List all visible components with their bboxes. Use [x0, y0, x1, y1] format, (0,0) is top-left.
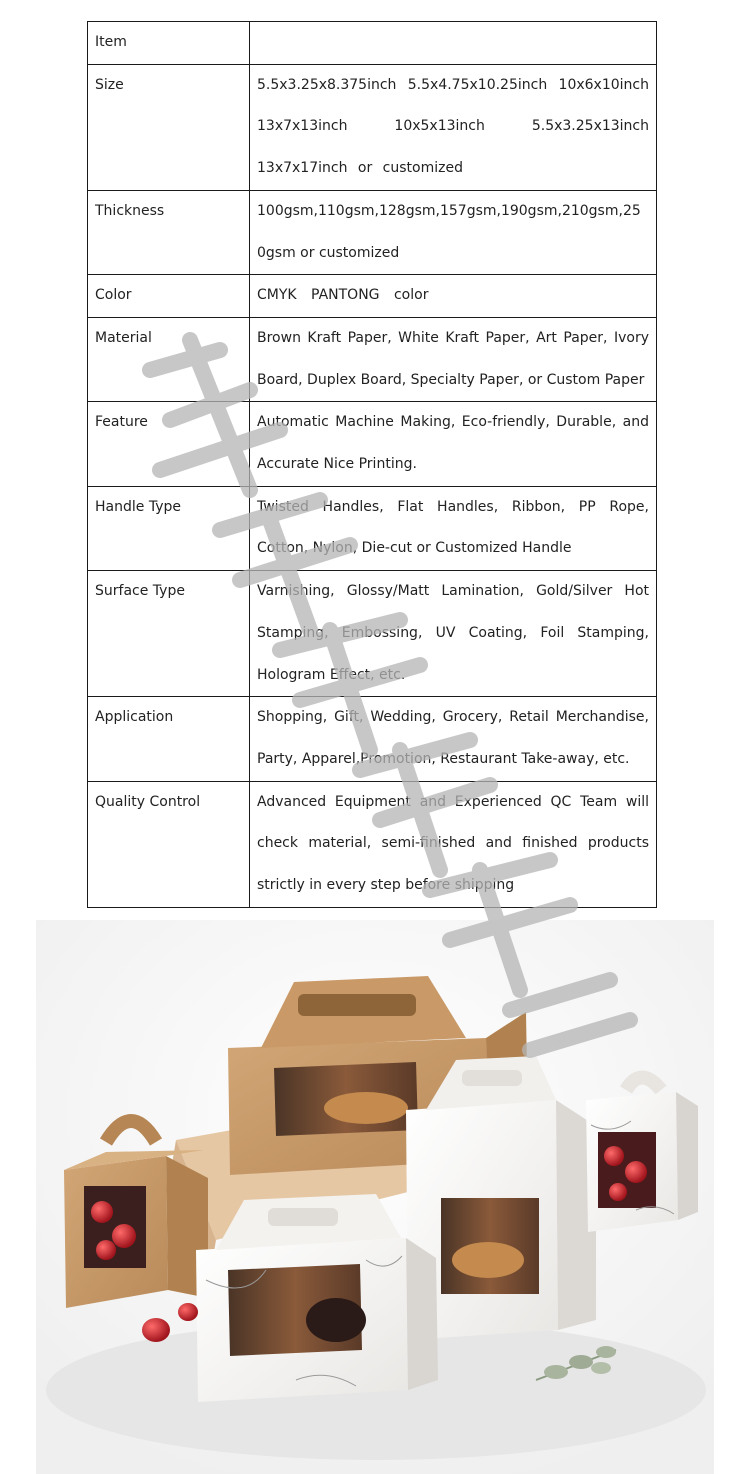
spec-table: [87, 21, 657, 908]
row-value: Varnishing, Glossy/Matt Lamination, Gold/Silver Hot Stamping, Embossing, UV Coating, Foil Stamping, Hologram Effect, etc.: [250, 571, 657, 697]
row-label: Surface Type: [88, 571, 250, 697]
row-label: Handle Type: [88, 486, 250, 570]
table-row: [88, 22, 657, 65]
row-value: 5.5x3.25x8.375inch 5.5x4.75x10.25inch 10x6x10inch 13x7x13inch 10x5x13inch 5.5x3.25x13inch 13x7x17inch or customized: [250, 64, 657, 190]
table-row: [88, 402, 657, 486]
row-value: 100gsm,110gsm,128gsm,157gsm,190gsm,210gsm,250gsm or customized: [250, 190, 657, 274]
row-value: CMYK PANTONG color: [250, 275, 657, 318]
table-row: [88, 275, 657, 318]
row-label: Thickness: [88, 190, 250, 274]
row-label: Feature: [88, 402, 250, 486]
gift-boxes-photo: [36, 920, 714, 1474]
row-value: Twisted Handles, Flat Handles, Ribbon, PP Rope, Cotton, Nylon, Die-cut or Customized Handle: [250, 486, 657, 570]
row-label: Color: [88, 275, 250, 318]
row-label: Item: [88, 22, 250, 65]
row-value: [250, 22, 657, 65]
table-row: [88, 190, 657, 274]
row-value: Shopping, Gift, Wedding, Grocery, Retail Merchandise, Party, Apparel,Promotion, Restaurant Take-away, etc.: [250, 697, 657, 781]
row-label: Quality Control: [88, 781, 250, 907]
table-row: [88, 486, 657, 570]
row-label: Size: [88, 64, 250, 190]
table-row: [88, 781, 657, 907]
table-row: [88, 697, 657, 781]
row-label: Material: [88, 317, 250, 401]
row-label: Application: [88, 697, 250, 781]
white-box-right: [586, 1078, 698, 1233]
row-value: Advanced Equipment and Experienced QC Team will check material, semi-finished and finished products strictly in every step before shipping: [250, 781, 657, 907]
table-row: [88, 317, 657, 401]
row-value: Automatic Machine Making, Eco-friendly, Durable, and Accurate Nice Printing.: [250, 402, 657, 486]
table-row: [88, 571, 657, 697]
table-row: [88, 64, 657, 190]
row-value: Brown Kraft Paper, White Kraft Paper, Art Paper, Ivory Board, Duplex Board, Specialty Paper, or Custom Paper: [250, 317, 657, 401]
